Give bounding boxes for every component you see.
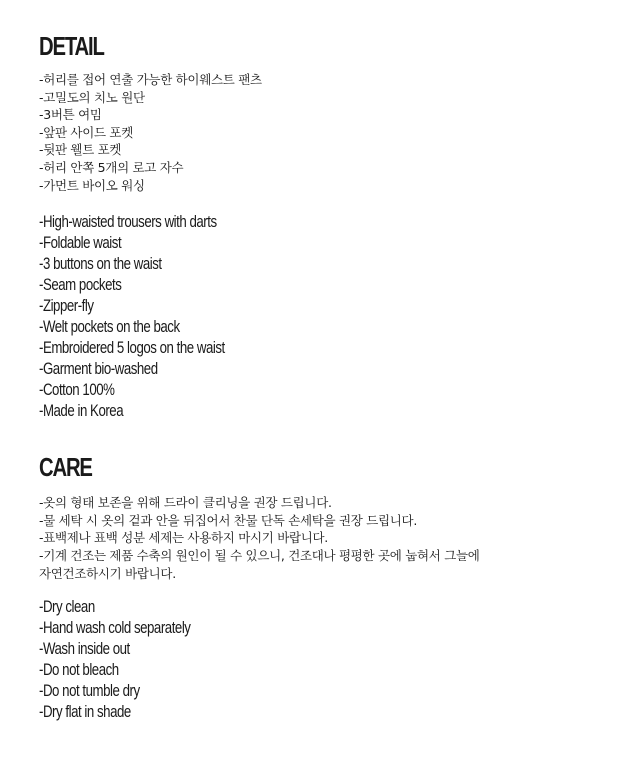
care-korean-item: -표백제나 표백 성분 세제는 사용하지 마시기 바랍니다. (39, 530, 328, 546)
detail-english-item: -Zipper-fly (39, 296, 94, 316)
detail-english-list (39, 211, 627, 421)
care-english-item: -Dry clean (39, 597, 95, 617)
detail-english-item: -Welt pockets on the back (39, 317, 180, 337)
detail-korean-item: -뒷판 웰트 포켓 (39, 142, 122, 158)
product-info-page (39, 30, 619, 722)
detail-english-item: -Garment bio-washed (39, 359, 158, 379)
detail-korean-item: -앞판 사이드 포켓 (39, 124, 133, 140)
detail-english-item: -Embroidered 5 logos on the waist (39, 338, 225, 358)
care-korean-item: -옷의 형태 보존을 위해 드라이 클리닝을 권장 드립니다. (39, 495, 332, 511)
detail-korean-item: -가먼트 바이오 워싱 (39, 177, 145, 193)
detail-korean-list (39, 71, 619, 194)
care-english-item: -Wash inside out (39, 639, 130, 659)
care-english-list (39, 596, 627, 722)
care-english-item: -Do not bleach (39, 660, 119, 680)
detail-english-item: -Foldable waist (39, 233, 122, 253)
care-korean-item: -물 세탁 시 옷의 겉과 안을 뒤집어서 찬물 단독 손세탁을 권장 드립니다. (39, 512, 417, 528)
detail-heading: DETAIL (39, 31, 104, 61)
detail-korean-item: -허리 안쪽 5개의 로고 자수 (39, 159, 184, 175)
care-korean-item: -기계 건조는 제품 수축의 원인이 될 수 있으니, 건조대나 평평한 곳에 눕혀서 그늘에 (39, 547, 480, 563)
care-english-item: -Hand wash cold separately (39, 618, 191, 638)
detail-english-item: -3 buttons on the waist (39, 254, 162, 274)
care-heading: CARE (39, 452, 92, 483)
care-english-item: -Do not tumble dry (39, 681, 140, 701)
care-korean-item: 자연건조하시기 바랍니다. (39, 565, 176, 581)
detail-korean-item: -3버튼 여밈 (39, 107, 102, 123)
detail-english-item: -Seam pockets (39, 275, 122, 295)
care-korean-list (39, 494, 619, 582)
detail-korean-item: -허리를 접어 연출 가능한 하이웨스트 팬츠 (39, 72, 262, 87)
care-english-item: -Dry flat in shade (39, 702, 131, 722)
detail-korean-item: -고밀도의 치노 원단 (39, 89, 145, 105)
detail-english-item: -Made in Korea (39, 401, 124, 421)
detail-english-item: -Cotton 100% (39, 380, 115, 400)
detail-english-item: -High-waisted trousers with darts (39, 212, 217, 232)
